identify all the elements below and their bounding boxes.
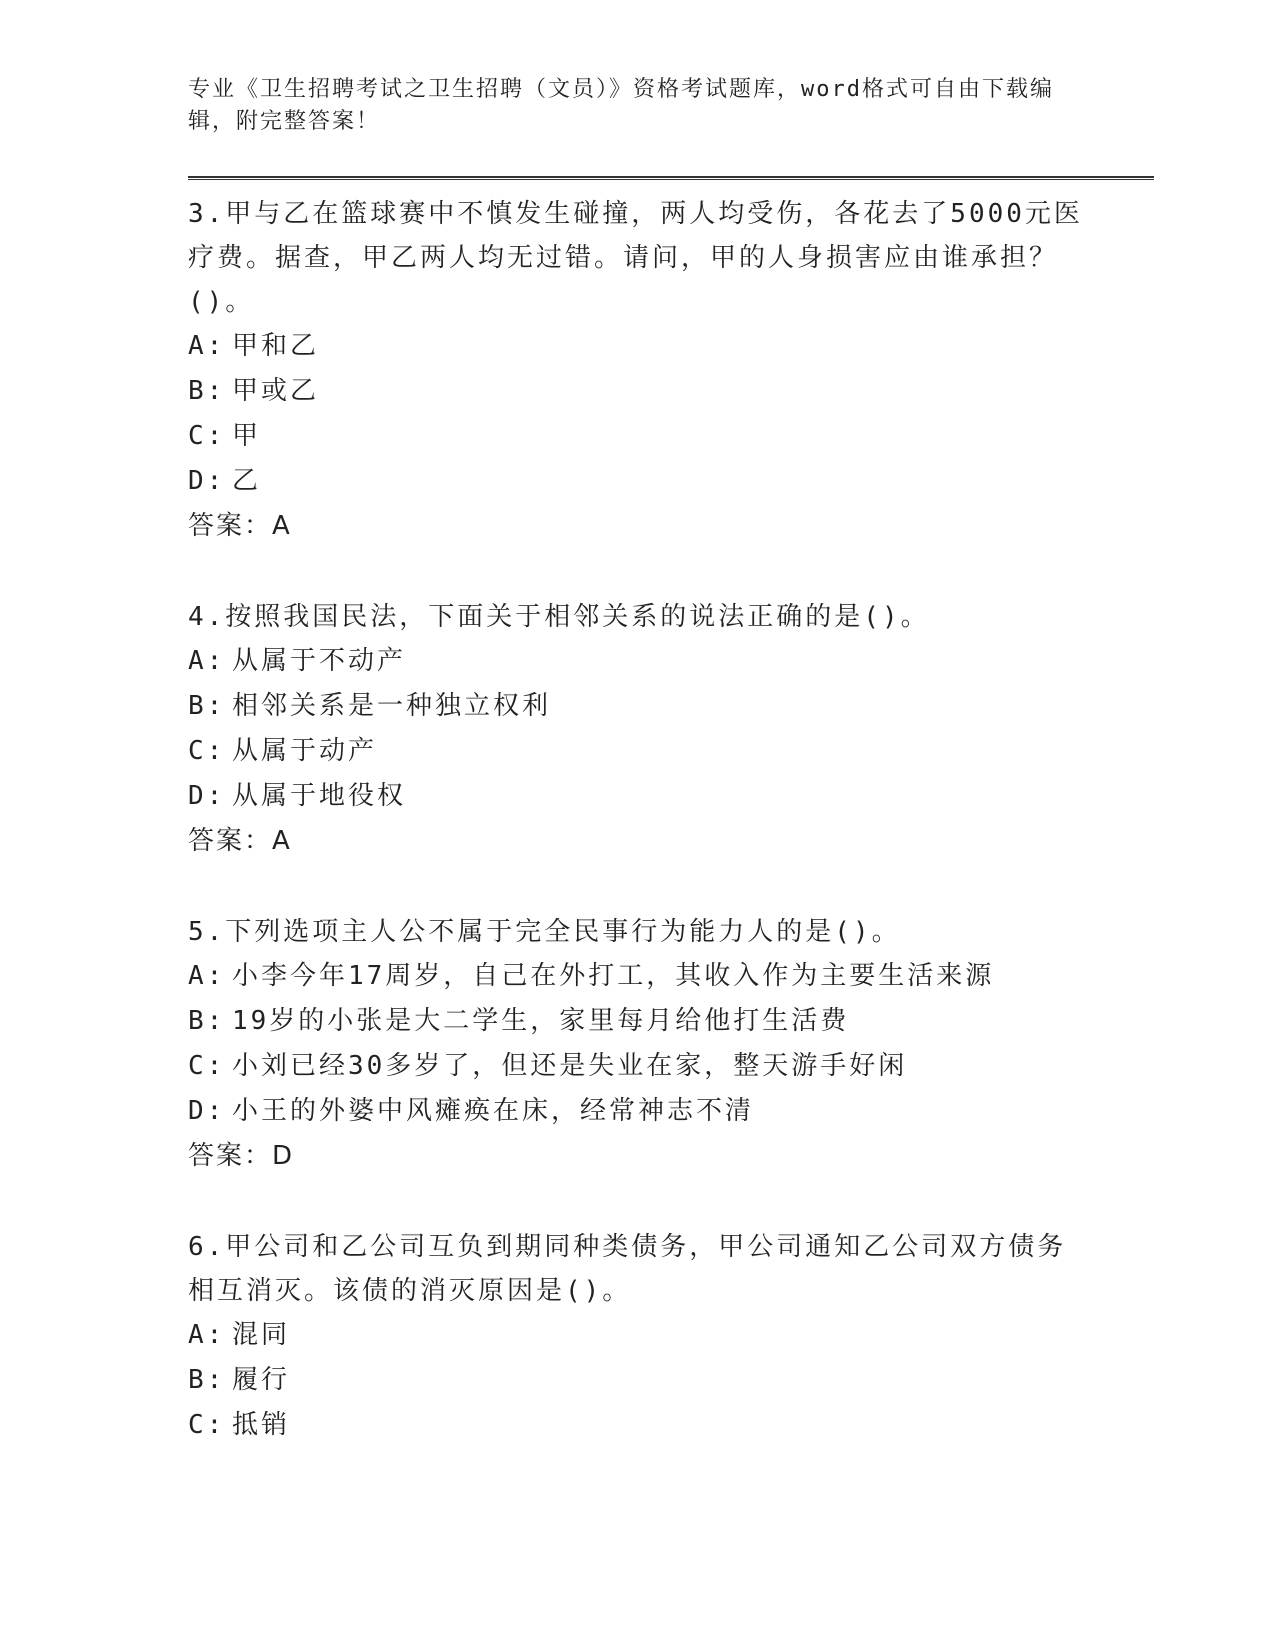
option-letter: D: <box>188 1096 226 1126</box>
answer-label: 答案：A <box>188 826 292 856</box>
option-letter: B: <box>188 1365 226 1395</box>
option-letter: B: <box>188 691 226 721</box>
question-5 <box>188 910 1088 1179</box>
option-text: 19岁的小张是大二学生，家里每月给他打生活费 <box>232 1006 850 1036</box>
option-text: 甲和乙 <box>232 331 320 361</box>
option-text: 履行 <box>232 1365 291 1395</box>
option-letter: B: <box>188 1006 226 1036</box>
option-letter: B: <box>188 376 226 406</box>
question-6 <box>188 1225 1088 1448</box>
option-text: 抵销 <box>232 1410 291 1440</box>
option-b <box>188 684 1088 729</box>
option-text: 甲或乙 <box>232 376 320 406</box>
question-list <box>188 192 1088 1494</box>
option-text: 甲 <box>232 421 262 451</box>
option-d <box>188 774 1088 819</box>
option-letter: D: <box>188 466 226 496</box>
option-a <box>188 324 1088 369</box>
answer-label: 答案：D <box>188 1141 295 1171</box>
question-4 <box>188 595 1088 864</box>
answer-label: 答案：A <box>188 511 292 541</box>
option-text: 小王的外婆中风瘫痪在床，经常神志不清 <box>232 1096 755 1126</box>
option-text: 从属于动产 <box>232 736 378 766</box>
option-text: 小刘已经30多岁了，但还是失业在家，整天游手好闲 <box>232 1051 908 1081</box>
header-divider <box>188 176 1154 180</box>
option-text: 相邻关系是一种独立权利 <box>232 691 552 721</box>
option-c <box>188 414 1088 459</box>
option-text: 小李今年17周岁，自己在外打工，其收入作为主要生活来源 <box>232 961 995 991</box>
option-letter: A: <box>188 1320 226 1350</box>
option-letter: C: <box>188 1051 226 1081</box>
option-letter: A: <box>188 331 226 361</box>
option-letter: C: <box>188 421 226 451</box>
document-header: 专业《卫生招聘考试之卫生招聘（文员）》资格考试题库，word格式可自由下载编辑，附完整答案！ <box>188 77 1054 134</box>
option-a <box>188 954 1088 999</box>
option-text: 乙 <box>232 466 262 496</box>
option-d <box>188 1089 1088 1134</box>
question-text: 5.下列选项主人公不属于完全民事行为能力人的是()。 <box>188 917 901 947</box>
option-c <box>188 1403 1088 1448</box>
option-c <box>188 729 1088 774</box>
option-text: 混同 <box>232 1320 291 1350</box>
option-letter: C: <box>188 736 226 766</box>
option-a <box>188 1313 1088 1358</box>
option-text: 从属于不动产 <box>232 646 407 676</box>
option-a <box>188 639 1088 684</box>
option-b <box>188 999 1088 1044</box>
question-text: 4.按照我国民法，下面关于相邻关系的说法正确的是()。 <box>188 602 930 632</box>
option-text: 从属于地役权 <box>232 781 407 811</box>
option-letter: D: <box>188 781 226 811</box>
option-letter: A: <box>188 961 226 991</box>
option-letter: C: <box>188 1410 226 1440</box>
option-b <box>188 1358 1088 1403</box>
option-letter: A: <box>188 646 226 676</box>
option-b <box>188 369 1088 414</box>
question-3 <box>188 192 1088 549</box>
question-text: 6.甲公司和乙公司互负到期同种类债务，甲公司通知乙公司双方债务相互消灭。该债的消灭原因是()。 <box>188 1232 1067 1306</box>
option-d <box>188 459 1088 504</box>
option-c <box>188 1044 1088 1089</box>
question-text: 3.甲与乙在篮球赛中不慎发生碰撞，两人均受伤，各花去了5000元医疗费。据查，甲乙两人均无过错。请问，甲的人身损害应由谁承担？()。 <box>188 199 1083 317</box>
